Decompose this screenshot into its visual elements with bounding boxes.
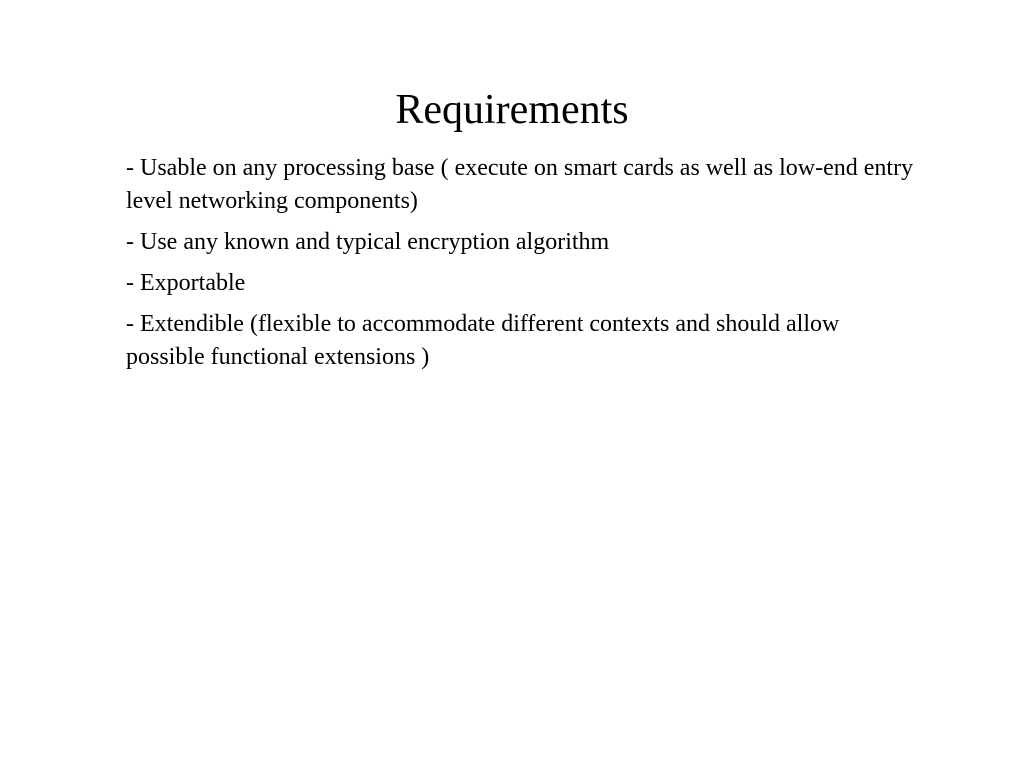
slide-title: Requirements	[395, 87, 629, 133]
bullet-list	[126, 152, 916, 382]
bullet-item-exportable: - Exportable	[126, 270, 246, 296]
bullet-item-encryption: - Use any known and typical encryption algorithm	[126, 229, 610, 255]
bullet-item-extendible: - Extendible (flexible to accommodate different contexts and should allow possible functional extensions )	[126, 311, 840, 370]
bullet-item-processing-base: - Usable on any processing base ( execute on smart cards as well as low-end entry level networking components)	[126, 155, 914, 214]
